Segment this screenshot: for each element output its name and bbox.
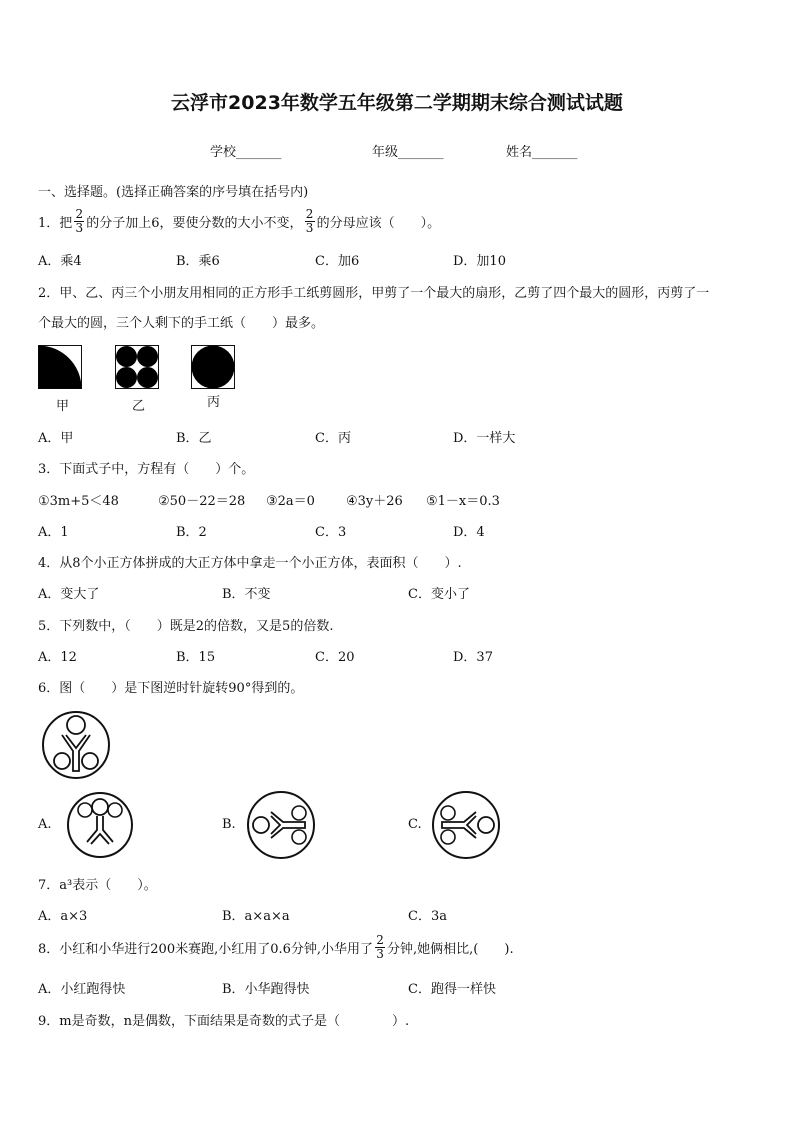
- option-a[interactable]: A．a×3: [38, 909, 88, 924]
- numerator: 2: [376, 933, 384, 947]
- option-d[interactable]: D．一样大: [453, 431, 516, 446]
- option-c[interactable]: C．3a: [408, 909, 447, 924]
- figure-yi: [116, 346, 159, 389]
- question-9: 9．m是奇数，n是偶数，下面结果是奇数的式子是（ ）.: [38, 1014, 410, 1029]
- denominator: 3: [75, 221, 84, 235]
- formula-5: ⑤1－x＝0.3: [426, 494, 500, 509]
- numerator: 2: [305, 207, 314, 221]
- fraction: [74, 208, 84, 235]
- formula-4: ④3y＋26: [346, 494, 403, 509]
- option-b[interactable]: B.: [222, 817, 236, 832]
- figure-jia: [39, 346, 82, 389]
- option-b[interactable]: B．不变: [222, 587, 271, 602]
- q6-option-b-figure[interactable]: [245, 790, 317, 860]
- option-c[interactable]: C．3: [315, 525, 347, 540]
- question-4: 4．从8个小正方体拼成的大正方体中拿走一个小正方体，表面积（ ）.: [38, 556, 462, 571]
- option-c[interactable]: C.: [408, 817, 422, 832]
- grade-field: 年级_______: [372, 145, 444, 160]
- page-title: 云浮市2023年数学五年级第二学期期末综合测试试题: [171, 92, 623, 114]
- option-b[interactable]: B．乙: [176, 431, 212, 446]
- question-7: 7．a³表示（ ）。: [38, 878, 157, 893]
- section-heading: 一、选择题。(选择正确答案的序号填在括号内): [38, 185, 309, 200]
- formula-1: ①3m+5＜48: [38, 494, 119, 509]
- option-a[interactable]: A．小红跑得快: [38, 982, 126, 997]
- option-b[interactable]: B．2: [176, 525, 207, 540]
- question-1: [38, 208, 440, 235]
- figure-label-jia: 甲: [56, 399, 70, 414]
- figure-label-yi: 乙: [132, 399, 146, 414]
- figure-bing: [192, 346, 235, 389]
- q1-mid: 的分子加上6，要使分数的大小不变，: [86, 216, 303, 231]
- figure-label-bing: 丙: [207, 395, 221, 410]
- option-c[interactable]: C．20: [315, 650, 355, 665]
- school-field: 学校_______: [210, 145, 282, 160]
- option-a[interactable]: A．12: [38, 650, 77, 665]
- q1-post: 的分母应该（ ）。: [316, 216, 441, 231]
- option-c[interactable]: C．变小了: [408, 587, 470, 602]
- denominator: 3: [305, 221, 314, 235]
- option-c[interactable]: C．加6: [315, 254, 360, 269]
- question-8: [38, 934, 514, 961]
- numerator: 2: [75, 207, 84, 221]
- option-a[interactable]: A．变大了: [38, 587, 100, 602]
- option-c[interactable]: C．丙: [315, 431, 351, 446]
- name-field: 姓名_______: [506, 145, 578, 160]
- fraction: [375, 934, 385, 961]
- q2-figures: [38, 345, 238, 391]
- option-d[interactable]: D．37: [453, 650, 493, 665]
- option-a[interactable]: A.: [38, 817, 52, 832]
- option-b[interactable]: B．小华跑得快: [222, 982, 310, 997]
- option-a[interactable]: A．1: [38, 525, 69, 540]
- question-3: 3．下面式子中，方程有（ ）个。: [38, 462, 255, 477]
- q6-option-a-figure[interactable]: [65, 790, 135, 860]
- q1-pre: 1．把: [38, 216, 73, 231]
- denominator: 3: [376, 947, 384, 961]
- option-a[interactable]: A．甲: [38, 431, 74, 446]
- formula-2: ②50－22＝28: [158, 494, 246, 509]
- q8-pre: 8．小红和小华进行200米赛跑,小红用了0.6分钟,小华用了: [38, 942, 374, 957]
- option-d[interactable]: D．加10: [453, 254, 506, 269]
- fraction: [305, 208, 315, 235]
- question-2-line2: 个最大的圆，三个人剩下的手工纸（ ）最多。: [38, 316, 325, 331]
- option-a[interactable]: A．乘4: [38, 254, 82, 269]
- option-d[interactable]: D．4: [453, 525, 485, 540]
- option-b[interactable]: B．a×a×a: [222, 909, 290, 924]
- option-c[interactable]: C．跑得一样快: [408, 982, 496, 997]
- option-b[interactable]: B．15: [176, 650, 216, 665]
- formula-3: ③2a＝0: [266, 494, 315, 509]
- q6-option-c-figure[interactable]: [430, 790, 502, 860]
- question-5: 5．下列数中，（ ）既是2的倍数，又是5的倍数.: [38, 619, 334, 634]
- option-b[interactable]: B．乘6: [176, 254, 220, 269]
- question-2-line1: 2．甲、乙、丙三个小朋友用相同的正方形手工纸剪圆形，甲剪了一个最大的扇形，乙剪了四个最大的圆形，丙剪了一: [38, 286, 710, 301]
- q6-original-figure: [40, 709, 112, 781]
- question-6: 6．图（ ）是下图逆时针旋转90°得到的。: [38, 681, 304, 696]
- q8-post: 分钟,她俩相比,( ).: [387, 942, 514, 957]
